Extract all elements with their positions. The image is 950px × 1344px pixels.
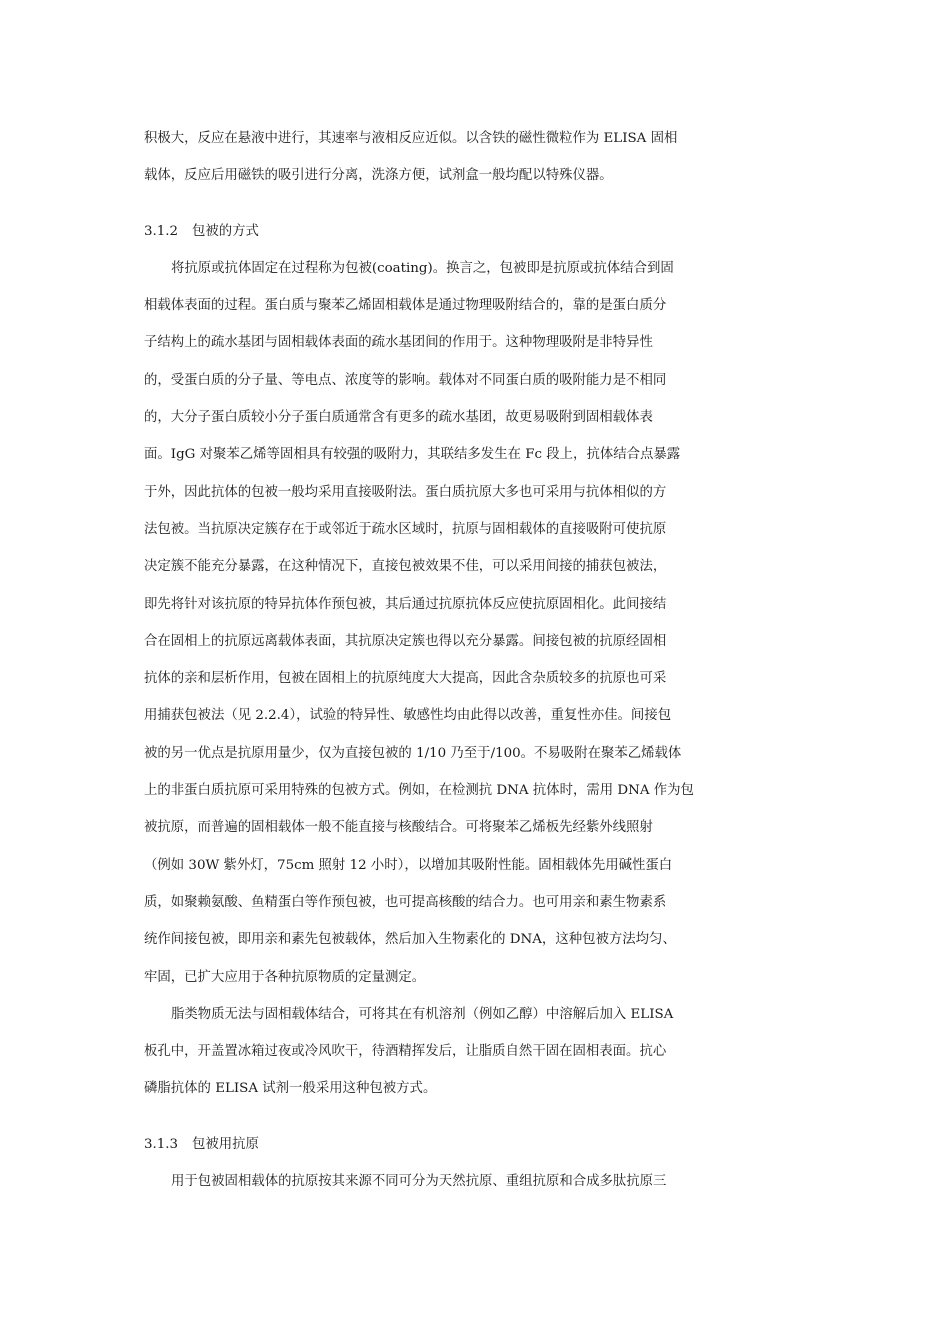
intro-paragraph xyxy=(144,120,724,195)
text-line: 即先将针对该抗原的特异抗体作预包被，其后通过抗原抗体反应使抗原固相化。此间接结 xyxy=(144,596,667,612)
text-line: 上的非蛋白质抗原可采用特殊的包被方式。例如，在检测抗 DNA 抗体时，需用 DNA 作为包 xyxy=(144,783,694,799)
text-line: 法包被。当抗原决定簇存在于或邻近于疏水区域时，抗原与固相载体的直接吸附可使抗原 xyxy=(144,521,667,537)
text-line: 积极大，反应在悬液中进行，其速率与液相反应近似。以含铁的磁性微粒作为 ELISA 固相 xyxy=(144,131,678,146)
text-line: 于外，因此抗体的包被一般均采用直接吸附法。蛋白质抗原大多也可采用与抗体相似的方 xyxy=(144,484,667,500)
text-line: 牢固，已扩大应用于各种抗原物质的定量测定。 xyxy=(144,969,426,985)
text-line: 质，如聚赖氨酸、鱼精蛋白等作预包被，也可提高核酸的结合力。也可用亲和素生物素系 xyxy=(144,894,667,910)
section-title: 包被的方式 xyxy=(192,223,259,239)
text-line: 用捕获包被法（见 2.2.4），试验的特异性、敏感性均由此得以改善，重复性亦佳。间接包 xyxy=(144,708,672,724)
text-line: （例如 30W 紫外灯，75cm 照射 12 小时），以增加其吸附性能。固相载体先用碱性蛋白 xyxy=(144,857,673,873)
section-heading-3-1-2 xyxy=(144,213,724,250)
text-line: 的，大分子蛋白质较小分子蛋白质通常含有更多的疏水基团，故更易吸附到固相载体表 xyxy=(144,410,653,426)
section-number: 3.1.3 xyxy=(144,1136,179,1152)
section-heading-3-1-3 xyxy=(144,1126,724,1163)
text-line: 面。IgG 对聚苯乙烯等固相具有较强的吸附力，其联结多发生在 Fc 段上，抗体结合点暴露 xyxy=(144,447,681,463)
coating-method-paragraph xyxy=(144,250,724,996)
text-line: 载体，反应后用磁铁的吸引进行分离，洗涤方便，试剂盒一般均配以特殊仪器。 xyxy=(144,168,613,184)
text-line: 决定簇不能充分暴露，在这种情况下，直接包被效果不佳，可以采用间接的捕获包被法， xyxy=(144,559,667,575)
text-line: 脂类物质无法与固相载体结合，可将其在有机溶剂（例如乙醇）中溶解后加入 ELISA xyxy=(171,1006,674,1022)
text-line: 相载体表面的过程。蛋白质与聚苯乙烯固相载体是通过物理吸附结合的，靠的是蛋白质分 xyxy=(144,298,667,314)
section-title: 包被用抗原 xyxy=(192,1136,259,1152)
text-line: 合在固相上的抗原远离载体表面，其抗原决定簇也得以充分暴露。间接包被的抗原经固相 xyxy=(144,633,667,649)
text-line: 统作间接包被，即用亲和素先包被载体，然后加入生物素化的 DNA，这种包被方法均匀、 xyxy=(144,932,676,948)
coating-antigen-paragraph xyxy=(144,1163,724,1200)
text-line: 用于包被固相载体的抗原按其来源不同可分为天然抗原、重组抗原和合成多肽抗原三 xyxy=(171,1174,667,1190)
lipid-coating-paragraph xyxy=(144,996,724,1108)
text-line: 将抗原或抗体固定在过程称为包被(coating)。换言之，包被即是抗原或抗体结合到固 xyxy=(171,260,674,276)
text-line: 抗体的亲和层析作用，包被在固相上的抗原纯度大大提高，因此含杂质较多的抗原也可采 xyxy=(144,671,667,687)
text-line: 磷脂抗体的 ELISA 试剂一般采用这种包被方式。 xyxy=(144,1081,437,1097)
text-line: 被抗原，而普遍的固相载体一般不能直接与核酸结合。可将聚苯乙烯板先经紫外线照射 xyxy=(144,820,653,836)
text-line: 的，受蛋白质的分子量、等电点、浓度等的影响。载体对不同蛋白质的吸附能力是不相同 xyxy=(144,372,667,388)
text-line: 子结构上的疏水基团与固相载体表面的疏水基团间的作用于。这种物理吸附是非特异性 xyxy=(144,335,653,351)
text-line: 板孔中，开盖置冰箱过夜或冷风吹干，待酒精挥发后，让脂质自然干固在固相表面。抗心 xyxy=(144,1044,667,1060)
document-body xyxy=(144,120,724,1200)
section-number: 3.1.2 xyxy=(144,223,179,239)
text-line: 被的另一优点是抗原用量少，仅为直接包被的 1/10 乃至于/100。不易吸附在聚苯乙烯载体 xyxy=(144,745,682,761)
